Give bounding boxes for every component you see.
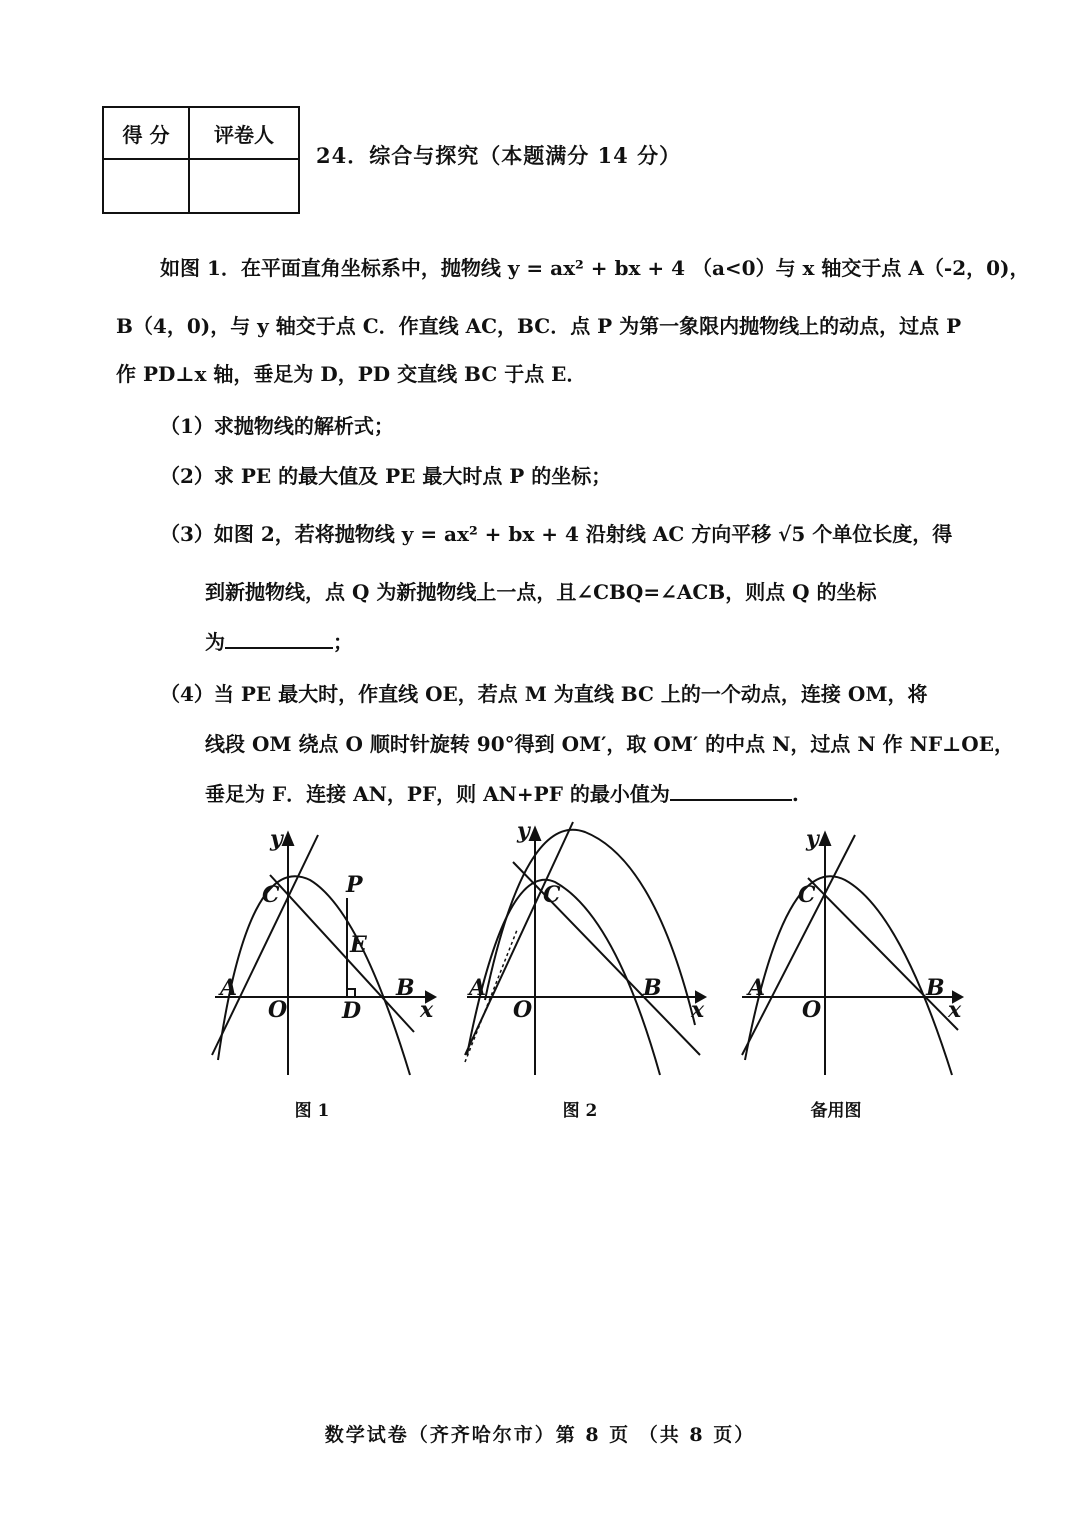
intro-line-2: B（4，0)，与 y 轴交于点 C．作直线 AC，BC．点 P 为第一象限内抛物线上的动点，过点 P [116,314,962,338]
line-bc [513,862,700,1055]
label-a: A [220,975,238,1001]
label-o: O [802,997,822,1023]
figure-1 [200,820,440,1089]
intro-line-1: 如图 1．在平面直角坐标系中，抛物线 y = ax² + bx + 4 （a<0）与 x 轴交于点 A（-2，0)， [160,256,1030,280]
figure-2 [455,820,715,1089]
label-c: C [798,882,816,908]
question-4-line-3 [205,778,799,807]
line-bc [808,878,958,1030]
label-a: A [469,975,487,1001]
label-x: x [948,997,962,1023]
parabola-original [467,880,660,1075]
line-ac [742,835,855,1055]
label-c: C [262,882,280,908]
y-axis-arrow [530,828,540,840]
question-3-end: ； [333,630,353,654]
figure-3-graph [730,820,970,1085]
label-e: E [350,932,367,958]
label-b: B [926,975,945,1001]
question-4-line-2: 线段 OM 绕点 O 顺时针旋转 90°得到 OM′，取 OM′ 的中点 N，过点 N 作 NF⊥OE， [205,732,1014,756]
line-ac [212,835,318,1055]
figure-2-graph [455,820,715,1085]
label-x: x [691,997,705,1023]
label-b: B [396,975,415,1001]
figure-1-graph [200,820,440,1085]
answer-blank-3[interactable] [225,647,333,649]
figure-2-caption: 图 2 [562,1101,598,1121]
grader-label: 评卷人 [189,107,299,159]
answer-blank-4[interactable] [670,799,792,801]
question-heading: 24．综合与探究（本题满分 14 分） [316,143,682,168]
parabola-translated [485,830,695,1025]
figure-1-caption: 图 1 [294,1101,330,1121]
question-4-end: . [791,782,799,806]
question-3-line-3 [205,626,353,655]
label-c: C [543,882,561,908]
parabola [745,876,952,1075]
right-angle-mark [347,989,355,997]
label-b: B [643,975,662,1001]
label-y: y [270,826,283,852]
question-3-line-1: （3）如图 2，若将抛物线 y = ax² + bx + 4 沿射线 AC 方向平移 √5 个单位长度，得 [160,522,953,546]
figure-3-caption: 备用图 [810,1101,862,1121]
label-a: A [748,975,766,1001]
question-3-prefix: 为 [205,630,225,654]
y-axis-arrow [820,833,830,845]
question-4-line-1: （4）当 PE 最大时，作直线 OE，若点 M 为直线 BC 上的一个动点，连接 OM，将 [160,682,928,706]
y-axis-arrow [283,833,293,845]
label-o: O [513,997,533,1023]
question-3-line-2: 到新抛物线，点 Q 为新抛物线上一点，且∠CBQ=∠ACB，则点 Q 的坐标 [205,580,877,604]
score-table [102,106,300,214]
label-d: D [342,998,362,1024]
score-label: 得 分 [103,107,189,159]
parabola [218,876,410,1075]
grader-cell [189,159,299,213]
question-4-prefix: 垂足为 F．连接 AN，PF，则 AN+PF 的最小值为 [205,782,670,806]
page-footer: 数学试卷（齐齐哈尔市）第 8 页 （共 8 页） [324,1424,756,1446]
label-p: P [346,872,363,898]
question-2: （2）求 PE 的最大值及 PE 最大时点 P 的坐标； [160,464,612,488]
label-x: x [420,997,434,1023]
label-y: y [517,818,530,844]
label-y: y [806,826,819,852]
question-1: （1）求抛物线的解析式； [160,414,394,438]
score-cell [103,159,189,213]
label-o: O [268,997,288,1023]
figure-3 [730,820,970,1089]
intro-line-3: 作 PD⊥x 轴，垂足为 D，PD 交直线 BC 于点 E． [116,362,587,386]
